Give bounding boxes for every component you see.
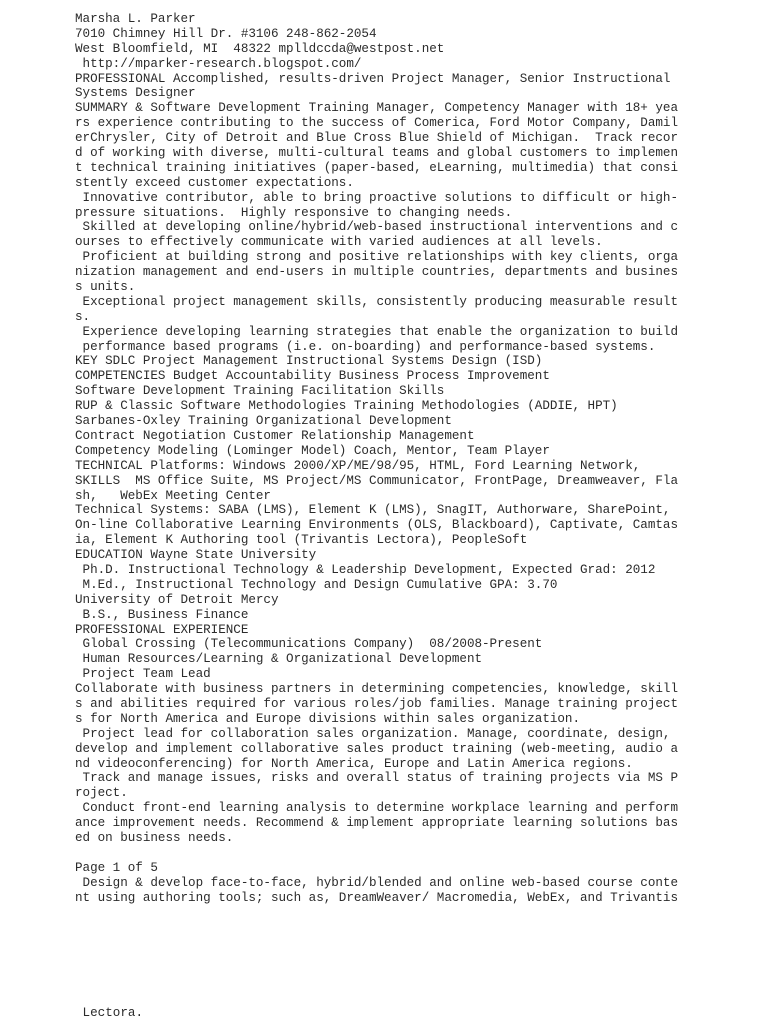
text-line: Exceptional project management skills, consistently producing measurable result [75,294,678,309]
text-line: West Bloomfield, MI 48322 mplldccda@westpost.net [75,41,445,56]
text-line: nd videoconferencing) for North America, Europe and Latin America regions. [75,756,633,771]
text-line: Project lead for collaboration sales organization. Manage, coordinate, design, [75,726,671,741]
text-line: d of working with diverse, multi-cultural teams and global customers to implemen [75,146,678,161]
text-line: PROFESSIONAL Accomplished, results-driven Project Manager, Senior Instructional [75,71,671,86]
text-line: Technical Systems: SABA (LMS), Element K (LMS), SnagIT, Authorware, SharePoint, [75,503,671,518]
text-line: develop and implement collaborative sales product training (web-meeting, audio a [75,741,678,756]
text-line: Software Development Training Facilitation Skills [75,384,445,399]
text-line: performance based programs (i.e. on-boarding) and performance-based systems. [75,339,656,354]
text-line: Project Team Lead [75,667,211,682]
text-line: Track and manage issues, risks and overall status of training projects via MS P [75,771,678,786]
text-line: s. [75,309,91,324]
text-line: SKILLS MS Office Suite, MS Project/MS Communicator, FrontPage, Dreamweaver, Fla [75,473,678,488]
text-line: http://mparker-research.blogspot.com/ [75,56,362,71]
text-line: Proficient at building strong and positive relationships with key clients, orga [75,250,678,265]
text-line: University of Detroit Mercy [75,592,279,607]
text-line: nization management and end-users in multiple countries, departments and busines [75,265,678,280]
text-line: SUMMARY & Software Development Training Manager, Competency Manager with 18+ yea [75,101,678,116]
text-line: s for North America and Europe divisions within sales organization. [75,711,581,726]
text-line: M.Ed., Instructional Technology and Design Cumulative GPA: 3.70 [75,577,558,592]
continued-text-line: Lectora. [75,1006,144,1020]
resume-text-body [75,12,678,905]
text-line: On-line Collaborative Learning Environments (OLS, Blackboard), Captivate, Camtas [75,518,678,533]
text-line: 7010 Chimney Hill Dr. #3106 248-862-2054 [75,26,377,41]
text-line: Skilled at developing online/hybrid/web-based instructional interventions and c [75,220,678,235]
text-line: COMPETENCIES Budget Accountability Business Process Improvement [75,369,550,384]
text-line: s and abilities required for various roles/job families. Manage training project [75,696,678,711]
text-line: Global Crossing (Telecommunications Company) 08/2008-Present [75,637,543,652]
text-line: ia, Element K Authoring tool (Trivantis Lectora), PeopleSoft [75,533,528,548]
text-line: ance improvement needs. Recommend & implement appropriate learning solutions bas [75,816,678,831]
text-line: Sarbanes-Oxley Training Organizational Development [75,414,452,429]
text-line: Marsha L. Parker [75,12,196,26]
text-line: Innovative contributor, able to bring proactive solutions to difficult or high- [75,190,678,205]
text-line: KEY SDLC Project Management Instructional Systems Design (ISD) [75,354,543,369]
text-line: nt using authoring tools; such as, DreamWeaver/ Macromedia, WebEx, and Trivantis [75,890,678,905]
text-line: stently exceed customer expectations. [75,175,354,190]
text-line: PROFESSIONAL EXPERIENCE [75,622,249,637]
text-line: Design & develop face-to-face, hybrid/blended and online web-based course conte [75,875,678,890]
text-line: sh, WebEx Meeting Center [75,488,271,503]
text-line [75,846,678,861]
text-line: Human Resources/Learning & Organizational Development [75,652,483,667]
text-line: pressure situations. Highly responsive to changing needs. [75,205,513,220]
text-line: Ph.D. Instructional Technology & Leadership Development, Expected Grad: 2012 [75,562,656,577]
text-line: roject. [75,786,128,801]
text-line: erChrysler, City of Detroit and Blue Cross Blue Shield of Michigan. Track recor [75,131,678,146]
text-line: Collaborate with business partners in determining competencies, knowledge, skill [75,682,678,697]
text-line: Contract Negotiation Customer Relationship Management [75,428,475,443]
text-line: Page 1 of 5 [75,860,158,875]
text-line: ed on business needs. [75,830,234,845]
text-line: B.S., Business Finance [75,607,249,622]
text-line: Experience developing learning strategies that enable the organization to build [75,324,678,339]
text-line: RUP & Classic Software Methodologies Training Methodologies (ADDIE, HPT) [75,399,618,414]
text-line: Systems Designer [75,86,196,101]
text-line: TECHNICAL Platforms: Windows 2000/XP/ME/98/95, HTML, Ford Learning Network, [75,458,641,473]
text-line: Competency Modeling (Lominger Model) Coach, Mentor, Team Player [75,443,550,458]
text-line: EDUCATION Wayne State University [75,548,317,563]
text-line: rs experience contributing to the success of Comerica, Ford Motor Company, Damil [75,116,678,131]
text-line: s units. [75,280,136,295]
text-line: Conduct front-end learning analysis to determine workplace learning and perform [75,801,678,816]
text-line: t technical training initiatives (paper-based, eLearning, multimedia) that consi [75,160,678,175]
text-line: ourses to effectively communicate with varied audiences at all levels. [75,235,603,250]
